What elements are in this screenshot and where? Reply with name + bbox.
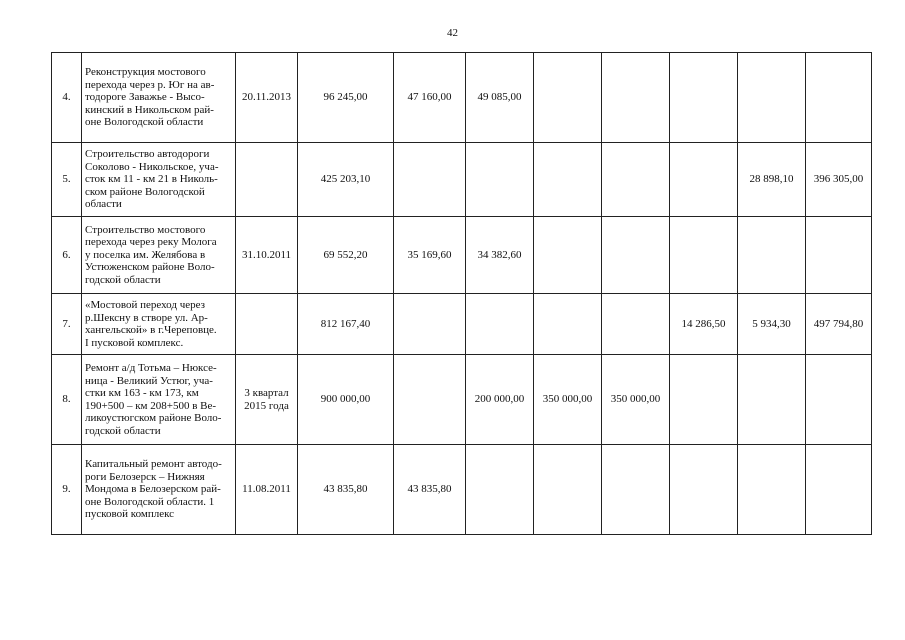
project-name-line: области [85,198,122,211]
project-name [82,217,236,294]
year-amount-cell [534,294,602,355]
project-name [82,355,236,445]
year-amount-cell: 396 305,00 [806,143,872,217]
project-name-line: оне Вологодской области [85,116,204,129]
project-name-line: 190+500 – км 208+500 в Ве- [85,399,217,412]
project-name-line: Ремонт а/д Тотьма – Нюксе- [85,362,217,374]
project-name-line: Реконструкция мостового [85,66,206,79]
year-amount-cell: 497 794,80 [806,294,872,355]
project-name-line: хангельской» в г.Череповце. [85,324,217,336]
year-amount-cell [738,445,806,535]
year-amount-cell: 350 000,00 [534,355,602,445]
project-name-line: перехода через р. Юг на ав- [85,78,215,91]
project-name-line: роги Белозерск – Нижняя [85,470,205,483]
year-amount-cell: 14 286,50 [670,294,738,355]
year-amount-cell [534,217,602,294]
year-amount-cell [602,217,670,294]
project-name-line: годской области [85,424,161,437]
table-row [52,355,872,445]
project-name-line: ликоустюгском районе Воло- [85,412,222,424]
year-amount-cell [602,53,670,143]
year-amount-cell [602,143,670,217]
year-amount-cell [466,143,534,217]
completion-date-line: 2015 года [244,399,289,412]
completion-date [236,217,298,294]
total-cost-cell: 69 552,20 [298,217,394,294]
project-name-line: пусковой комплекс [85,508,175,521]
year-amount-cell [534,445,602,535]
year-amount-cell [394,355,466,445]
year-amount-cell [534,143,602,217]
year-amount-cell [394,294,466,355]
project-name-line: Устюженском районе Воло- [85,261,215,274]
table-row [52,445,872,535]
row-number: 4. [52,53,82,143]
year-amount-cell: 28 898,10 [738,143,806,217]
year-amount-cell [394,143,466,217]
completion-date [236,294,298,355]
completion-date-line: 31.10.2011 [241,248,292,261]
table-row [52,53,872,143]
row-number: 9. [52,445,82,535]
project-name-line: тодороге Заважье - Высо- [85,91,205,104]
page-number: 42 [447,27,458,39]
table-row [52,217,872,294]
year-amount-cell [466,294,534,355]
year-amount-cell [806,445,872,535]
project-name-line: стки км 163 - км 173, км [85,387,199,399]
total-cost-cell: 425 203,10 [298,143,394,217]
year-amount-cell [670,355,738,445]
budget-table [51,52,872,535]
project-name-line: перехода через реку Молога [85,236,217,249]
completion-date [236,355,298,445]
total-cost-cell: 43 835,80 [298,445,394,535]
completion-date [236,445,298,535]
total-cost-cell: 96 245,00 [298,53,394,143]
project-name [82,294,236,355]
year-amount-cell [738,53,806,143]
year-amount-cell: 49 085,00 [466,53,534,143]
row-number: 6. [52,217,82,294]
table-row [52,294,872,355]
year-amount-cell: 47 160,00 [394,53,466,143]
row-number: 5. [52,143,82,217]
project-name-line: сток км 11 - км 21 в Николь- [85,173,218,186]
year-amount-cell: 34 382,60 [466,217,534,294]
project-name-line: Мондома в Белозерском рай- [85,483,221,496]
year-amount-cell [806,217,872,294]
project-name-line: I пусковой комплекс. [85,336,184,349]
project-name [82,53,236,143]
year-amount-cell: 350 000,00 [602,355,670,445]
project-name-line: ском районе Вологодской [85,185,205,198]
year-amount-cell [670,445,738,535]
project-name-line: «Мостовой переход через [85,299,205,311]
completion-date [236,53,298,143]
year-amount-cell: 5 934,30 [738,294,806,355]
completion-date-line: 11.08.2011 [242,483,291,496]
completion-date-line: 20.11.2013 [241,91,292,104]
year-amount-cell [806,355,872,445]
year-amount-cell [670,143,738,217]
project-name-line: оне Вологодской области. 1 [85,495,215,508]
project-name-line: р.Шексну в створе ул. Ар- [85,311,208,324]
year-amount-cell [738,355,806,445]
year-amount-cell [602,445,670,535]
project-name-line: Соколово - Никольское, уча- [85,160,219,173]
row-number: 7. [52,294,82,355]
completion-date [236,143,298,217]
project-name-line: Капитальный ремонт автодо- [85,458,222,471]
table-row [52,143,872,217]
year-amount-cell: 35 169,60 [394,217,466,294]
row-number: 8. [52,355,82,445]
project-name-line: ница - Великий Устюг, уча- [85,374,213,387]
project-name [82,143,236,217]
total-cost-cell: 900 000,00 [298,355,394,445]
year-amount-cell [670,53,738,143]
project-name-line: Строительство мостового [85,223,206,236]
completion-date-line: 3 квартал [244,387,289,399]
year-amount-cell [738,217,806,294]
year-amount-cell [602,294,670,355]
project-name-line: годской области [85,273,161,286]
project-name [82,445,236,535]
project-name-line: кинский в Никольском рай- [85,103,214,116]
year-amount-cell [670,217,738,294]
year-amount-cell: 43 835,80 [394,445,466,535]
project-name-line: Строительство автодороги [85,148,210,161]
year-amount-cell: 200 000,00 [466,355,534,445]
year-amount-cell [806,53,872,143]
year-amount-cell [466,445,534,535]
project-name-line: у поселка им. Желябова в [85,248,206,261]
total-cost-cell: 812 167,40 [298,294,394,355]
year-amount-cell [534,53,602,143]
